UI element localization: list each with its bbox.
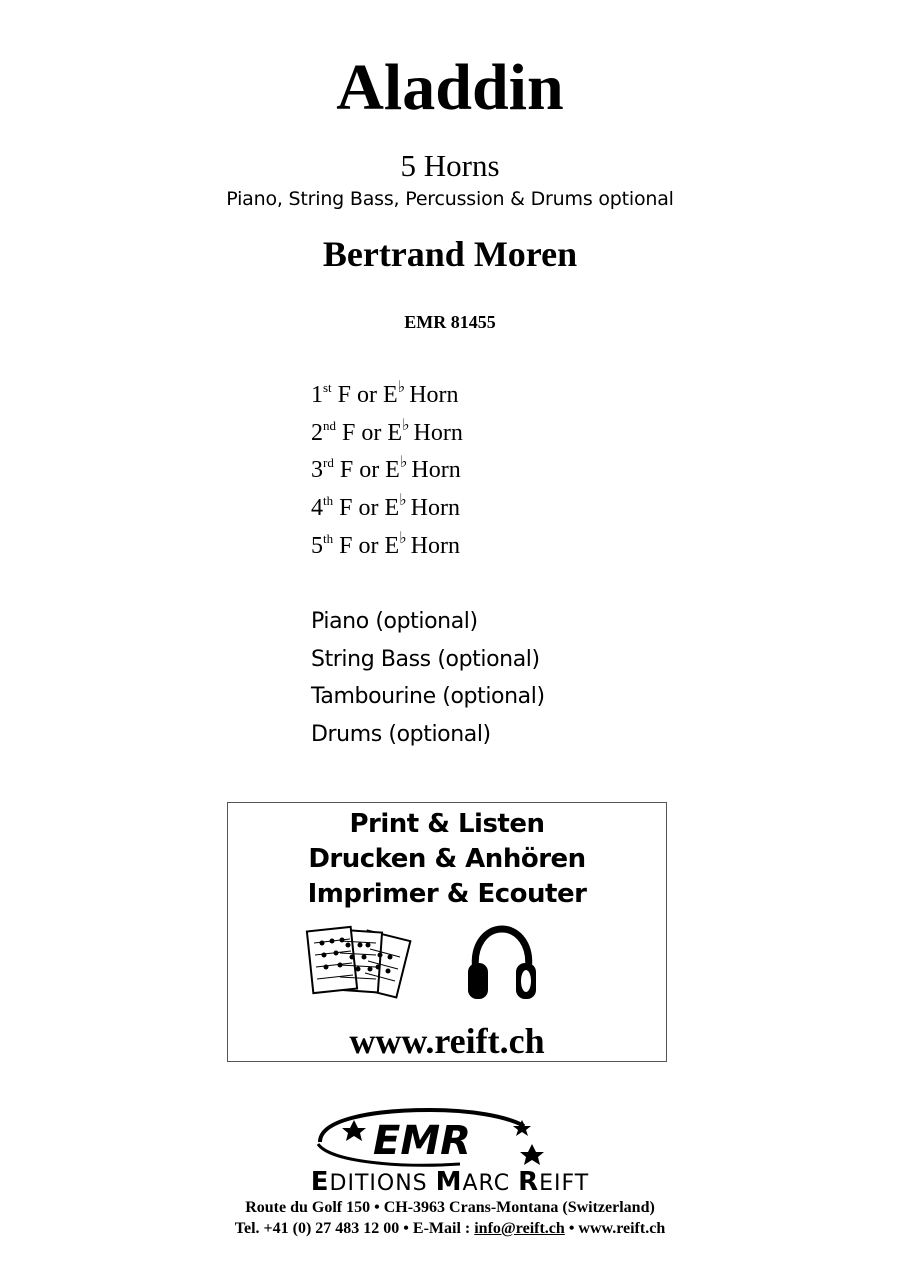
publisher-name: [0, 1168, 900, 1198]
part-instrument: Horn: [411, 457, 461, 484]
flat-sign: ♭: [397, 377, 406, 396]
part-item: [311, 415, 711, 453]
flat-sign: ♭: [402, 414, 410, 434]
emr-logo: [310, 1106, 550, 1172]
promo-line-french: Imprimer & Ecouter: [307, 879, 587, 909]
phone-text: Tel. +41 (0) 27 483 12 00 • E-Mail :: [234, 1220, 475, 1237]
ordinal-suffix: st: [323, 380, 332, 395]
optional-part-item: Drums (optional): [311, 722, 491, 748]
parts-list: [311, 377, 711, 565]
part-ordinal: 1: [311, 382, 323, 408]
ordinal-suffix: th: [323, 493, 334, 509]
headphones-icon: [466, 925, 538, 1003]
ordinal-suffix: nd: [323, 417, 336, 433]
part-key: F or E: [339, 457, 400, 484]
sheet-music-icon: [302, 921, 414, 1005]
part-key: F or E: [342, 419, 402, 446]
composer-name: Bertrand Moren: [322, 234, 578, 274]
flat-sign: ♭: [399, 452, 408, 472]
promo-line-english: Print & Listen: [349, 809, 545, 839]
part-item: [311, 377, 711, 415]
logo-text: EMR: [373, 1118, 471, 1164]
flat-sign: ♭: [399, 527, 407, 547]
part-instrument: Horn: [413, 419, 463, 446]
optional-part-item: Piano (optional): [311, 609, 478, 634]
optional-part-item: Tambourine (optional): [311, 684, 545, 710]
ordinal-suffix: th: [323, 530, 334, 546]
part-key: F or E: [339, 495, 400, 522]
part-item: [311, 490, 711, 528]
part-ordinal: 4: [311, 495, 323, 522]
publisher-initial: R: [518, 1167, 540, 1197]
catalog-number: EMR 81455: [404, 312, 496, 332]
optional-part-item: String Bass (optional): [311, 646, 540, 672]
part-key: F or E: [339, 532, 400, 559]
ordinal-suffix: rd: [323, 455, 334, 471]
part-item: [311, 452, 711, 490]
flat-sign: ♭: [399, 490, 407, 510]
publisher-word: ARC: [462, 1171, 519, 1196]
publisher-address: Route du Golf 150 • CH-3963 Crans-Montana (Switzerland): [245, 1199, 655, 1216]
part-ordinal: 2: [311, 419, 323, 446]
publisher-initial: E: [310, 1167, 330, 1197]
promo-line-german: Drucken & Anhören: [308, 844, 586, 874]
part-ordinal: 5: [311, 532, 323, 559]
optional-parts-list: [311, 603, 711, 754]
part-instrument: Horn: [410, 532, 460, 559]
publisher-word: EIFT: [539, 1171, 590, 1196]
publisher-contact: [0, 1219, 900, 1239]
instrumentation-line: Piano, String Bass, Percussion & Drums optional: [226, 188, 674, 210]
score-title: Aladdin: [336, 51, 564, 124]
part-instrument: Horn: [410, 495, 460, 522]
print-listen-box: [227, 802, 667, 1062]
part-key: F or E: [337, 382, 398, 408]
web-text: • www.reift.ch: [564, 1220, 666, 1237]
part-instrument: Horn: [409, 382, 459, 408]
email-link[interactable]: info@reift.ch: [474, 1220, 565, 1237]
publisher-initial: M: [435, 1167, 463, 1197]
part-ordinal: 3: [311, 457, 323, 484]
publisher-word: DITIONS: [329, 1171, 436, 1196]
part-item: [311, 528, 711, 566]
website-url[interactable]: www.reift.ch: [349, 1021, 545, 1061]
ensemble-subtitle: 5 Horns: [400, 148, 500, 183]
